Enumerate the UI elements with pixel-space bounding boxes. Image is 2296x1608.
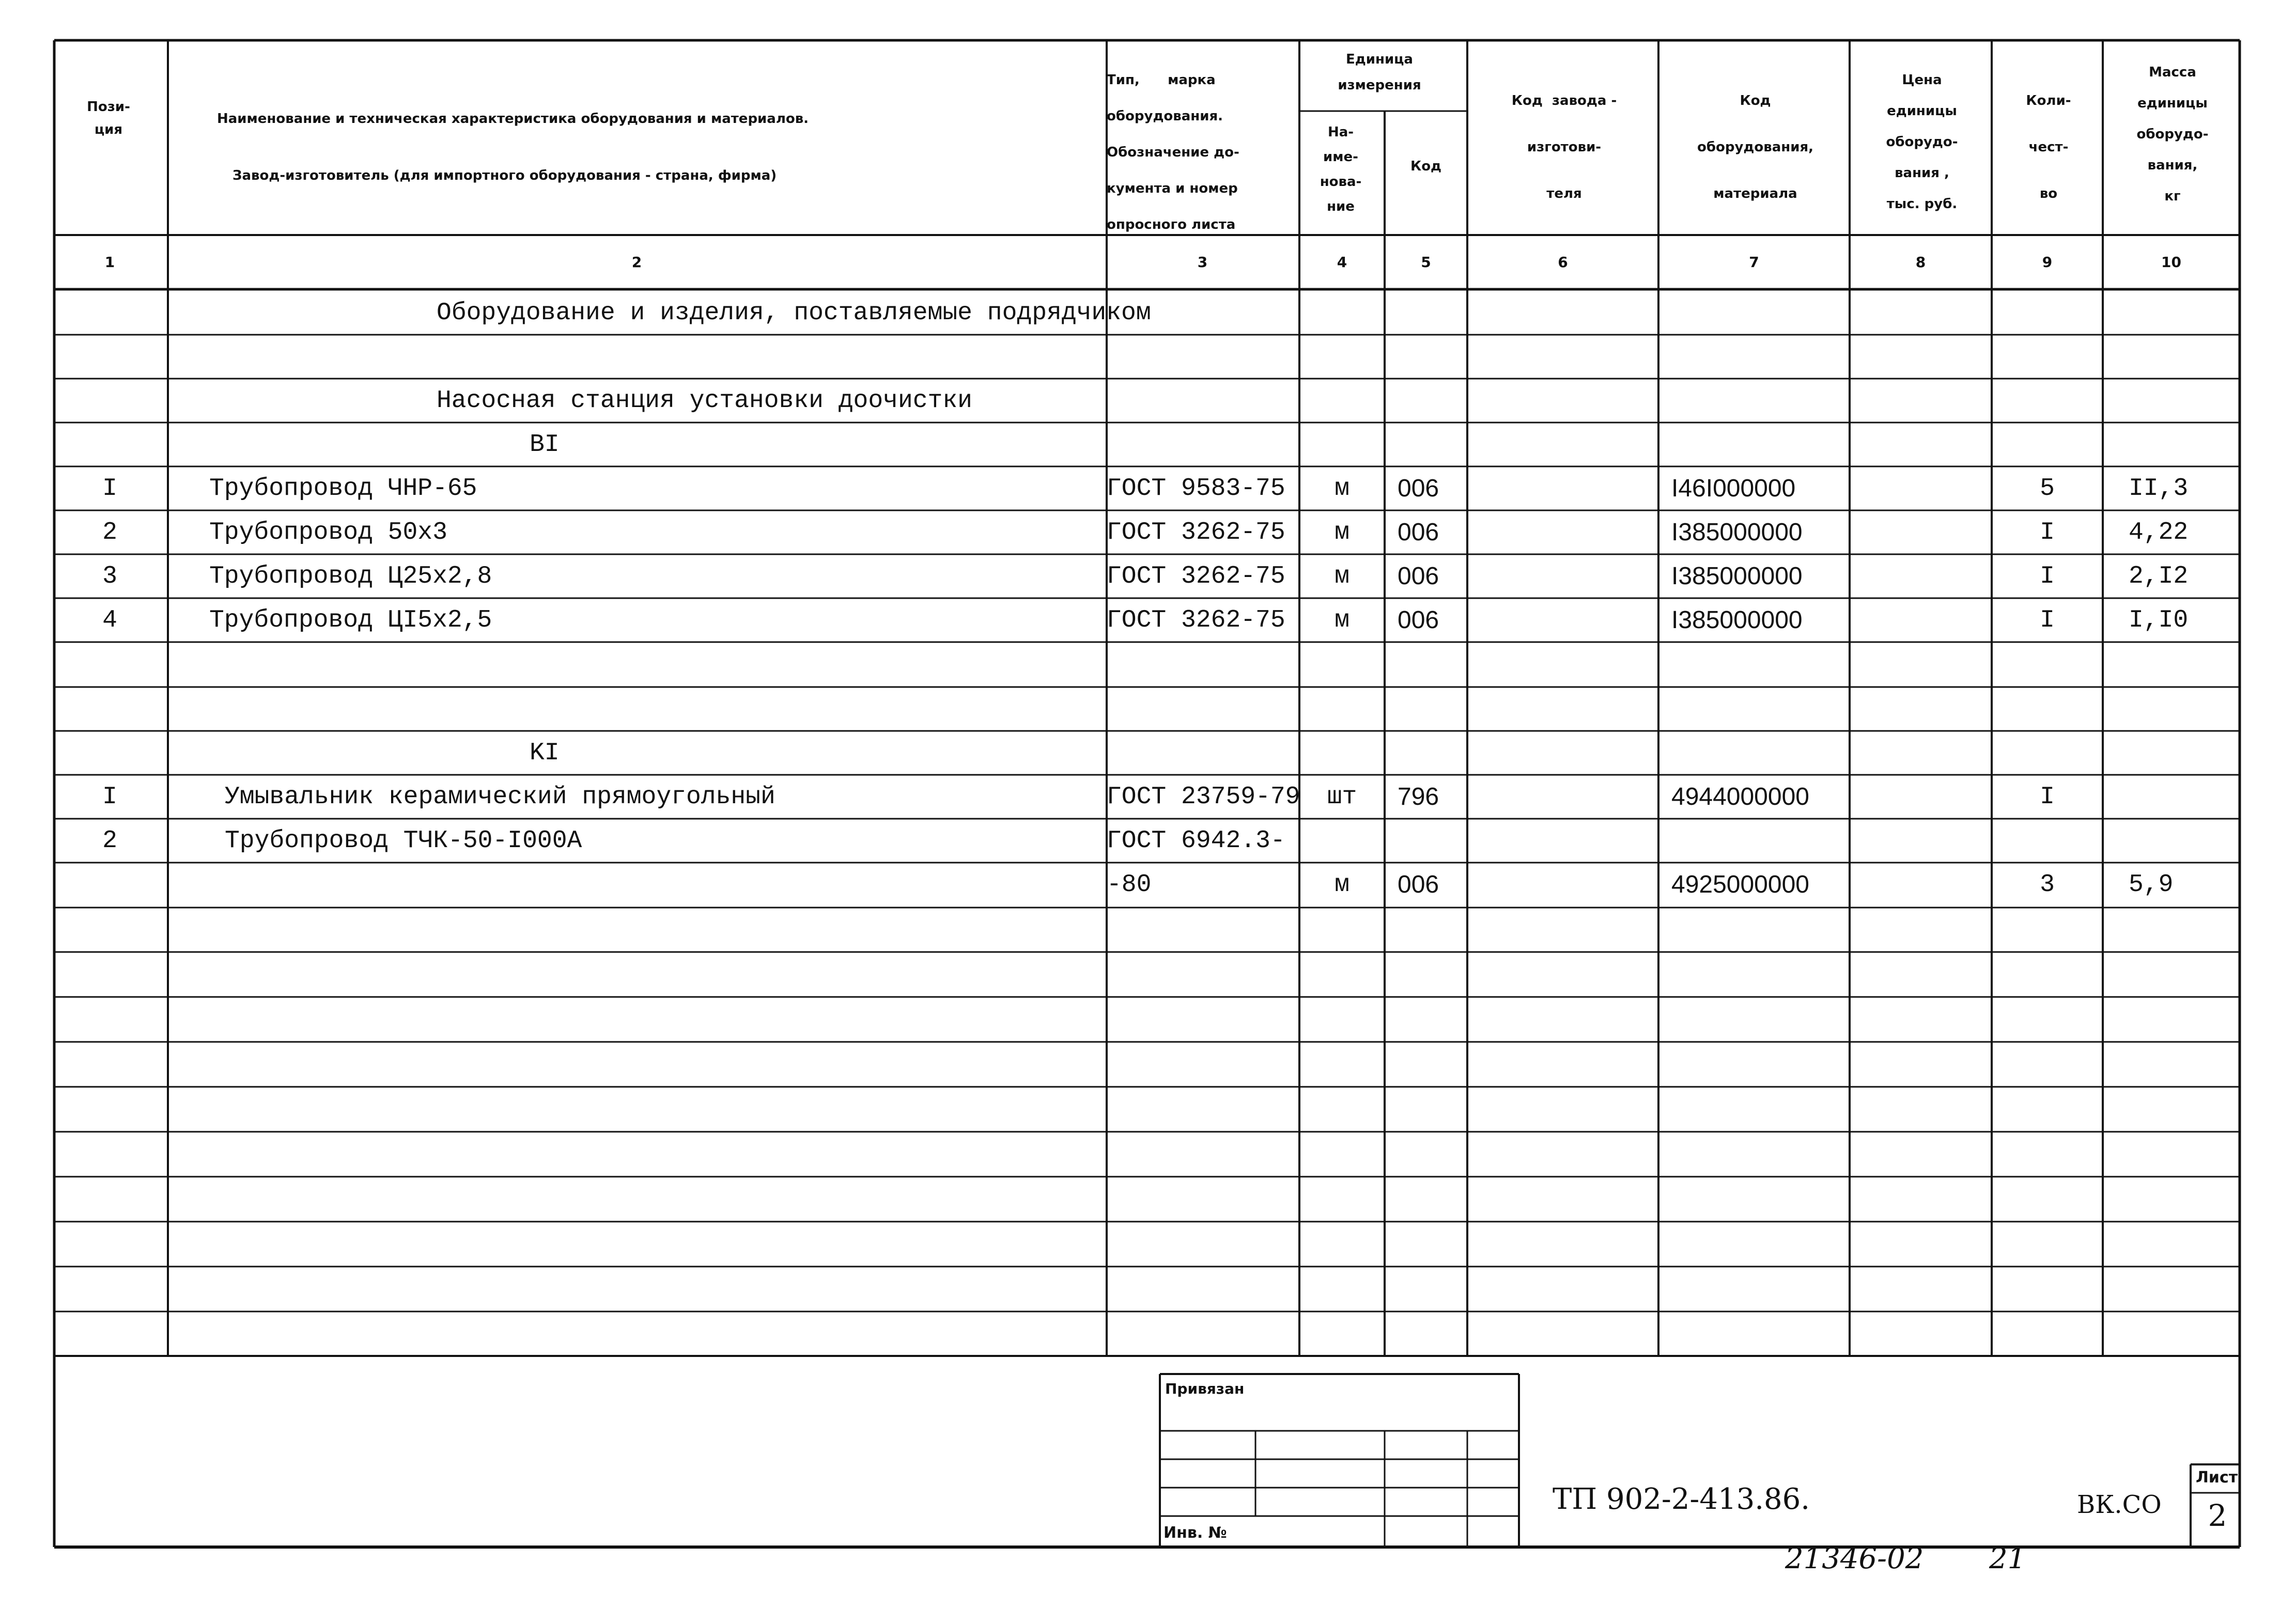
cell-unit-code — [1398, 819, 1475, 863]
cell-mass: II,3 — [2129, 475, 2189, 503]
cell-equipment-code: 4925000000 — [1671, 871, 1809, 898]
cell-position — [54, 1042, 165, 1086]
cell-price — [1850, 598, 1992, 643]
cell-factory-code — [1467, 642, 1658, 686]
cell-mass: 4,22 — [2129, 519, 2189, 547]
cell-mass — [2129, 423, 2240, 467]
cell-price — [1850, 466, 1992, 511]
cell-equipment-code: I46I000000 — [1671, 475, 1796, 502]
cell-factory-code — [1467, 1312, 1658, 1356]
col9-header: Коли- чест- во — [2026, 93, 2071, 201]
cell-equipment-code — [1671, 731, 1852, 775]
cell-unit-code — [1398, 1267, 1475, 1311]
cell-name: Трубопровод ТЧК-50-I000А — [225, 827, 582, 855]
cell-price — [1850, 379, 1992, 423]
cell-name: Трубопровод ЦI5х2,5 — [209, 606, 492, 634]
cell-unit-code — [1398, 1087, 1475, 1131]
cell-unit-code — [1398, 1042, 1475, 1086]
cell-type — [1107, 642, 1303, 686]
cell-quantity — [1992, 423, 2103, 467]
col6-header: Код завода - изготови- теля — [1511, 93, 1617, 201]
cell-unit — [1299, 1312, 1385, 1356]
cell-position — [54, 687, 165, 731]
colnum-7: 7 — [1749, 254, 1759, 271]
cell-type: -80 — [1107, 871, 1152, 899]
cell-equipment-code: I385000000 — [1671, 606, 1803, 634]
cell-type — [1107, 1267, 1303, 1311]
cell-type — [1107, 1042, 1303, 1086]
colnum-4: 4 — [1337, 254, 1347, 271]
cell-type — [1107, 687, 1303, 731]
cell-type — [1107, 1312, 1303, 1356]
cell-factory-code — [1467, 1087, 1658, 1131]
col10-header: Масса единицы оборудо- вания, кг — [2136, 65, 2209, 204]
cell-price — [1850, 908, 1992, 952]
cell-equipment-code: I385000000 — [1671, 519, 1803, 546]
cell-price — [1850, 1042, 1992, 1086]
cell-unit: м — [1335, 475, 1349, 503]
cell-equipment-code — [1671, 1267, 1852, 1311]
cell-unit — [1299, 335, 1385, 379]
cell-factory-code — [1467, 1132, 1658, 1176]
cell-price — [1850, 1087, 1992, 1131]
cell-type: ГОСТ 23759-79 — [1107, 783, 1300, 811]
colnum-3: 3 — [1197, 254, 1208, 271]
cell-unit-code: 006 — [1398, 871, 1439, 898]
cell-unit-code — [1398, 1222, 1475, 1266]
cell-price — [1850, 1267, 1992, 1311]
cell-unit-code — [1398, 423, 1475, 467]
cell-factory-code — [1467, 1042, 1658, 1086]
colnum-6: 6 — [1558, 254, 1568, 271]
cell-type — [1107, 1132, 1303, 1176]
cell-position: I — [102, 783, 117, 811]
cell-position — [54, 1087, 165, 1131]
cell-position — [54, 1267, 165, 1311]
cell-mass — [2129, 952, 2240, 996]
cell-type: ГОСТ 3262-75 — [1107, 563, 1285, 590]
cell-mass — [2129, 908, 2240, 952]
cell-position — [54, 908, 165, 952]
cell-position — [54, 997, 165, 1041]
cell-type — [1107, 1087, 1303, 1131]
cell-position — [54, 291, 165, 335]
cell-mass — [2129, 1267, 2240, 1311]
cell-position: 3 — [102, 563, 117, 590]
cell-price — [1850, 1312, 1992, 1356]
cell-equipment-code — [1671, 1312, 1852, 1356]
cell-equipment-code — [1671, 687, 1852, 731]
cell-name: KI — [530, 739, 560, 767]
cell-quantity — [1992, 908, 2103, 952]
cell-equipment-code — [1671, 379, 1852, 423]
cell-mass — [2129, 687, 2240, 731]
cell-quantity — [1992, 642, 2103, 686]
cell-type — [1107, 1177, 1303, 1221]
cell-unit — [1299, 1267, 1385, 1311]
cell-unit — [1299, 1087, 1385, 1131]
col1-header: Пози- ция — [87, 99, 130, 137]
cell-type: ГОСТ 3262-75 — [1107, 519, 1285, 547]
cell-unit-code — [1398, 1177, 1475, 1221]
cell-mass — [2129, 291, 2240, 335]
cell-price — [1850, 1132, 1992, 1176]
cell-position: 4 — [102, 606, 117, 634]
cell-equipment-code — [1671, 819, 1852, 863]
cell-price — [1850, 819, 1992, 863]
cell-price — [1850, 1177, 1992, 1221]
cell-mass — [2129, 1087, 2240, 1131]
cell-unit — [1299, 379, 1385, 423]
cell-factory-code — [1467, 423, 1658, 467]
cell-quantity — [1992, 379, 2103, 423]
cell-unit-code — [1398, 731, 1475, 775]
cell-quantity — [1992, 687, 2103, 731]
cell-unit-code — [1398, 642, 1475, 686]
cell-factory-code — [1467, 908, 1658, 952]
cell-unit — [1299, 1177, 1385, 1221]
cell-unit-code — [1398, 291, 1475, 335]
cell-type: ГОСТ 6942.3- — [1107, 827, 1285, 855]
cell-mass — [2129, 1222, 2240, 1266]
cell-quantity — [1992, 1177, 2103, 1221]
cell-factory-code — [1467, 775, 1658, 819]
cell-unit-code — [1398, 952, 1475, 996]
colnum-8: 8 — [1915, 254, 1926, 271]
cell-factory-code — [1467, 1267, 1658, 1311]
cell-position — [54, 642, 165, 686]
cell-quantity — [1992, 1042, 2103, 1086]
cell-factory-code — [1467, 1177, 1658, 1221]
cell-position: 2 — [102, 827, 117, 855]
cell-unit: м — [1335, 606, 1349, 634]
colnum-10: 10 — [2161, 254, 2181, 271]
cell-price — [1850, 510, 1992, 555]
cell-type — [1107, 423, 1303, 467]
cell-unit — [1299, 642, 1385, 686]
cell-unit — [1299, 687, 1385, 731]
cell-unit-code — [1398, 687, 1475, 731]
cell-unit: м — [1335, 519, 1349, 547]
cell-type — [1107, 731, 1303, 775]
cell-unit — [1299, 952, 1385, 996]
cell-quantity — [1992, 1267, 2103, 1311]
cell-name: Насосная станция установки доочистки — [437, 387, 972, 415]
cell-mass: 2,I2 — [2129, 563, 2189, 590]
cell-type — [1107, 908, 1303, 952]
col5-header: Код — [1410, 159, 1442, 174]
unit-group-header: Единица измерения — [1338, 52, 1421, 93]
cell-equipment-code — [1671, 1132, 1852, 1176]
cell-equipment-code — [1671, 423, 1852, 467]
cell-mass — [2129, 775, 2240, 819]
cell-position: I — [102, 475, 117, 503]
cell-name: Трубопровод Ц25х2,8 — [209, 563, 492, 590]
cell-unit-code: 006 — [1398, 475, 1439, 502]
cell-name: Оборудование и изделия, поставляемые подрядчиком — [437, 299, 1151, 327]
col7-header: Код оборудования, материала — [1697, 93, 1814, 201]
cell-quantity — [1992, 335, 2103, 379]
cell-type — [1107, 379, 1303, 423]
cell-quantity — [1992, 1222, 2103, 1266]
cell-equipment-code — [1671, 335, 1852, 379]
cell-position — [54, 863, 165, 907]
cell-mass — [2129, 1312, 2240, 1356]
cell-unit-code: 006 — [1398, 606, 1439, 634]
cell-type: ГОСТ 9583-75 — [1107, 475, 1285, 503]
cell-price — [1850, 291, 1992, 335]
cell-name: BI — [530, 431, 560, 459]
cell-unit-code — [1398, 1132, 1475, 1176]
cell-factory-code — [1467, 379, 1658, 423]
cell-unit-code: 006 — [1398, 519, 1439, 546]
cell-position — [54, 731, 165, 775]
cell-unit-code — [1398, 1312, 1475, 1356]
cell-quantity — [1992, 1087, 2103, 1131]
cell-unit — [1299, 819, 1385, 863]
cell-type — [1107, 952, 1303, 996]
inv-number-label: Инв. № — [1163, 1524, 1227, 1542]
cell-position — [54, 423, 165, 467]
sheet-label: Лист — [2196, 1469, 2238, 1487]
cell-unit-code — [1398, 908, 1475, 952]
cell-quantity — [1992, 291, 2103, 335]
cell-quantity — [1992, 731, 2103, 775]
cell-quantity: I — [2040, 606, 2055, 634]
cell-equipment-code — [1671, 1177, 1852, 1221]
sheet-number: 2 — [2208, 1498, 2227, 1533]
cell-position — [54, 1177, 165, 1221]
cell-unit — [1299, 423, 1385, 467]
colnum-9: 9 — [2042, 254, 2053, 271]
cell-price — [1850, 423, 1992, 467]
cell-equipment-code — [1671, 642, 1852, 686]
page-number: 21 — [1989, 1542, 2026, 1575]
cell-position — [54, 335, 165, 379]
cell-name: Умывальник керамический прямоугольный — [225, 783, 775, 811]
cell-mass: 5,9 — [2129, 871, 2174, 899]
cell-position — [54, 1312, 165, 1356]
cell-equipment-code — [1671, 291, 1852, 335]
colnum-2: 2 — [631, 254, 642, 271]
cell-unit: м — [1335, 871, 1349, 899]
cell-position: 2 — [102, 519, 117, 547]
cell-mass — [2129, 1177, 2240, 1221]
cell-type: ГОСТ 3262-75 — [1107, 606, 1285, 634]
cell-quantity — [1992, 952, 2103, 996]
cell-unit: м — [1335, 563, 1349, 590]
cell-factory-code — [1467, 997, 1658, 1041]
cell-price — [1850, 687, 1992, 731]
cell-unit — [1299, 908, 1385, 952]
cell-quantity — [1992, 1312, 2103, 1356]
cell-unit — [1299, 1222, 1385, 1266]
cell-factory-code — [1467, 731, 1658, 775]
cell-equipment-code — [1671, 952, 1852, 996]
cell-quantity: I — [2040, 563, 2055, 590]
cell-mass — [2129, 642, 2240, 686]
cell-factory-code — [1467, 466, 1658, 511]
cell-quantity: 5 — [2040, 475, 2055, 503]
cell-factory-code — [1467, 863, 1658, 907]
cell-unit-code — [1398, 997, 1475, 1041]
cell-name: Трубопровод 50х3 — [209, 519, 447, 547]
cell-position — [54, 952, 165, 996]
cell-factory-code — [1467, 819, 1658, 863]
cell-quantity — [1992, 997, 2103, 1041]
cell-factory-code — [1467, 510, 1658, 555]
cell-mass — [2129, 731, 2240, 775]
cell-position — [54, 1132, 165, 1176]
cell-name: Трубопровод ЧНР-65 — [209, 475, 477, 503]
cell-price — [1850, 1222, 1992, 1266]
cell-unit-code — [1398, 335, 1475, 379]
cell-type — [1107, 997, 1303, 1041]
cell-mass — [2129, 997, 2240, 1041]
bound-label: Привязан — [1165, 1380, 1245, 1397]
colnum-5: 5 — [1421, 254, 1431, 271]
cell-unit — [1299, 731, 1385, 775]
sheet-code: ВК.СО — [2077, 1490, 2162, 1519]
colnum-1: 1 — [104, 254, 115, 271]
cell-price — [1850, 731, 1992, 775]
cell-price — [1850, 863, 1992, 907]
cell-factory-code — [1467, 335, 1658, 379]
cell-type — [1107, 1222, 1303, 1266]
col8-header: Цена единицы оборудо- вания , тыс. руб. — [1886, 72, 1958, 212]
cell-factory-code — [1467, 598, 1658, 643]
cell-quantity: 3 — [2040, 871, 2055, 899]
cell-mass — [2129, 1132, 2240, 1176]
cell-type — [1107, 291, 1303, 335]
cell-unit-code: 796 — [1398, 783, 1439, 810]
archive-number: 21346-02 — [1785, 1542, 1924, 1575]
cell-unit-code — [1398, 379, 1475, 423]
cell-price — [1850, 335, 1992, 379]
doc-code: ТП 902-2-413.86. — [1553, 1482, 1810, 1516]
cell-equipment-code: 4944000000 — [1671, 783, 1809, 810]
cell-unit — [1299, 1132, 1385, 1176]
cell-unit — [1299, 1042, 1385, 1086]
cell-equipment-code — [1671, 1222, 1852, 1266]
cell-mass — [2129, 379, 2240, 423]
cell-factory-code — [1467, 687, 1658, 731]
cell-equipment-code — [1671, 1087, 1852, 1131]
cell-equipment-code — [1671, 1042, 1852, 1086]
cell-quantity — [1992, 819, 2103, 863]
cell-unit — [1299, 291, 1385, 335]
cell-type — [1107, 335, 1303, 379]
cell-equipment-code — [1671, 908, 1852, 952]
cell-quantity: I — [2040, 519, 2055, 547]
cell-equipment-code — [1671, 997, 1852, 1041]
cell-price — [1850, 642, 1992, 686]
cell-position — [54, 379, 165, 423]
cell-quantity: I — [2040, 783, 2055, 811]
cell-mass — [2129, 335, 2240, 379]
cell-factory-code — [1467, 1222, 1658, 1266]
cell-price — [1850, 775, 1992, 819]
cell-price — [1850, 997, 1992, 1041]
cell-factory-code — [1467, 554, 1658, 599]
cell-price — [1850, 952, 1992, 996]
col3-header: Тип, марка оборудования. Обозначение до- кумента и номер опросного листа — [1107, 72, 1239, 232]
cell-mass — [2129, 819, 2240, 863]
cell-mass — [2129, 1042, 2240, 1086]
cell-unit-code: 006 — [1398, 563, 1439, 590]
cell-price — [1850, 554, 1992, 599]
cell-position — [54, 1222, 165, 1266]
cell-factory-code — [1467, 291, 1658, 335]
col2-header: Наименование и техническая характеристика оборудования и материалов. Завод-изготовитель (для импортного оборудования - страна, фирма) — [217, 111, 809, 183]
cell-unit — [1299, 997, 1385, 1041]
cell-unit: шт — [1327, 783, 1357, 811]
cell-factory-code — [1467, 952, 1658, 996]
cell-quantity — [1992, 1132, 2103, 1176]
col4-header: На- имe- нова- ние — [1320, 124, 1362, 214]
cell-mass: I,I0 — [2129, 606, 2189, 634]
cell-equipment-code: I385000000 — [1671, 563, 1803, 590]
